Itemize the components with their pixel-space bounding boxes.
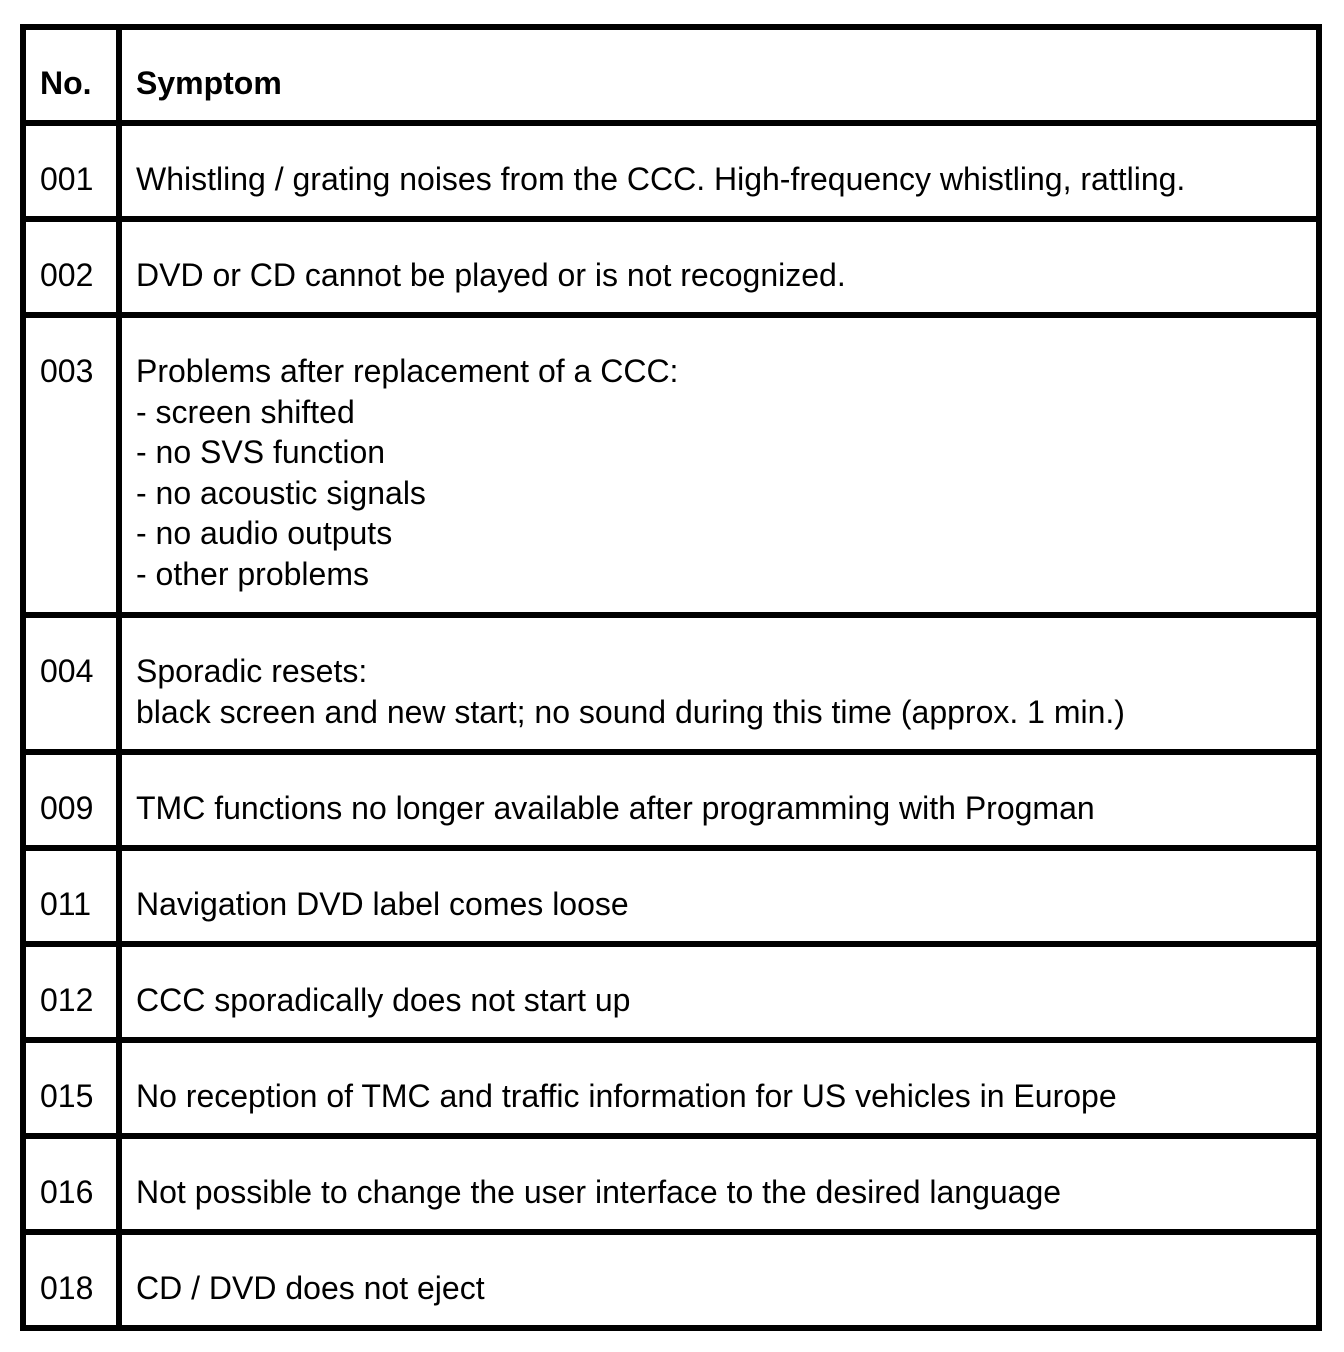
row-number: 011 bbox=[40, 886, 92, 922]
symptom-line: CD / DVD does not eject bbox=[136, 1270, 485, 1306]
row-number: 018 bbox=[40, 1270, 94, 1306]
row-symptom-cell bbox=[119, 1040, 1319, 1136]
table-row bbox=[23, 944, 1319, 1040]
row-symptom-cell bbox=[119, 315, 1319, 615]
symptom-line: Navigation DVD label comes loose bbox=[136, 886, 629, 922]
row-symptom-cell bbox=[119, 944, 1319, 1040]
row-no-cell bbox=[23, 1136, 119, 1232]
symptom-table bbox=[20, 24, 1322, 1331]
row-number: 015 bbox=[40, 1078, 94, 1114]
row-no-cell bbox=[23, 1040, 119, 1136]
symptom-line: - no audio outputs bbox=[136, 515, 393, 551]
symptom-line: - no SVS function bbox=[136, 434, 386, 470]
symptom-line: No reception of TMC and traffic information for US vehicles in Europe bbox=[136, 1078, 1117, 1114]
row-number: 002 bbox=[40, 257, 94, 293]
row-no-cell bbox=[23, 615, 119, 752]
row-symptom-cell bbox=[119, 752, 1319, 848]
row-symptom-cell bbox=[119, 1232, 1319, 1328]
row-symptom-text bbox=[122, 126, 1316, 200]
symptom-line: Whistling / grating noises from the CCC. High-frequency whistling, rattling. bbox=[136, 161, 1186, 197]
row-symptom-text bbox=[122, 618, 1316, 732]
row-no-cell bbox=[23, 315, 119, 615]
header-no-label: No. bbox=[40, 65, 92, 101]
row-symptom-text bbox=[122, 755, 1316, 829]
row-symptom-text bbox=[122, 222, 1316, 296]
table-row bbox=[23, 1232, 1319, 1328]
symptom-line: - other problems bbox=[136, 555, 369, 592]
symptom-line: Problems after replacement of a CCC: bbox=[136, 353, 679, 389]
symptom-line: DVD or CD cannot be played or is not recognized. bbox=[136, 257, 846, 293]
row-symptom-text bbox=[122, 851, 1316, 925]
table-row bbox=[23, 848, 1319, 944]
row-symptom-text bbox=[122, 1235, 1316, 1309]
table-row bbox=[23, 1040, 1319, 1136]
row-no-cell bbox=[23, 123, 119, 219]
symptom-line: Not possible to change the user interface to the desired language bbox=[136, 1174, 1062, 1210]
row-symptom-cell bbox=[119, 1136, 1319, 1232]
table-row bbox=[23, 315, 1319, 615]
symptom-line: Sporadic resets: bbox=[136, 653, 368, 689]
table-body bbox=[23, 123, 1319, 1328]
row-no-cell bbox=[23, 1232, 119, 1328]
symptom-line: black screen and new start; no sound during this time (approx. 1 min.) bbox=[136, 693, 1125, 730]
symptom-line: - no acoustic signals bbox=[136, 474, 426, 511]
row-no-cell bbox=[23, 752, 119, 848]
header-symptom-cell bbox=[119, 27, 1319, 123]
symptom-line: CCC sporadically does not start up bbox=[136, 982, 631, 1018]
row-number: 012 bbox=[40, 982, 94, 1018]
table-row bbox=[23, 123, 1319, 219]
header-row bbox=[23, 27, 1319, 123]
symptom-line: - screen shifted bbox=[136, 393, 355, 430]
row-symptom-text bbox=[122, 1043, 1316, 1117]
row-symptom-cell bbox=[119, 615, 1319, 752]
row-number: 004 bbox=[40, 653, 94, 689]
table-row bbox=[23, 615, 1319, 752]
row-number: 003 bbox=[40, 353, 94, 389]
row-no-cell bbox=[23, 219, 119, 315]
row-no-cell bbox=[23, 848, 119, 944]
table-row bbox=[23, 752, 1319, 848]
table-row bbox=[23, 219, 1319, 315]
row-number: 001 bbox=[40, 161, 94, 197]
row-number: 009 bbox=[40, 790, 94, 826]
row-symptom-cell bbox=[119, 848, 1319, 944]
row-symptom-cell bbox=[119, 219, 1319, 315]
row-no-cell bbox=[23, 944, 119, 1040]
table-row bbox=[23, 1136, 1319, 1232]
row-number: 016 bbox=[40, 1174, 94, 1210]
row-symptom-cell bbox=[119, 123, 1319, 219]
symptom-line: TMC functions no longer available after programming with Progman bbox=[136, 790, 1095, 826]
symptom-table-container bbox=[20, 24, 1316, 1331]
header-symptom-label: Symptom bbox=[136, 65, 282, 101]
row-symptom-text bbox=[122, 947, 1316, 1021]
header-no-cell bbox=[23, 27, 119, 123]
row-symptom-text bbox=[122, 1139, 1316, 1213]
row-symptom-text bbox=[122, 318, 1316, 594]
